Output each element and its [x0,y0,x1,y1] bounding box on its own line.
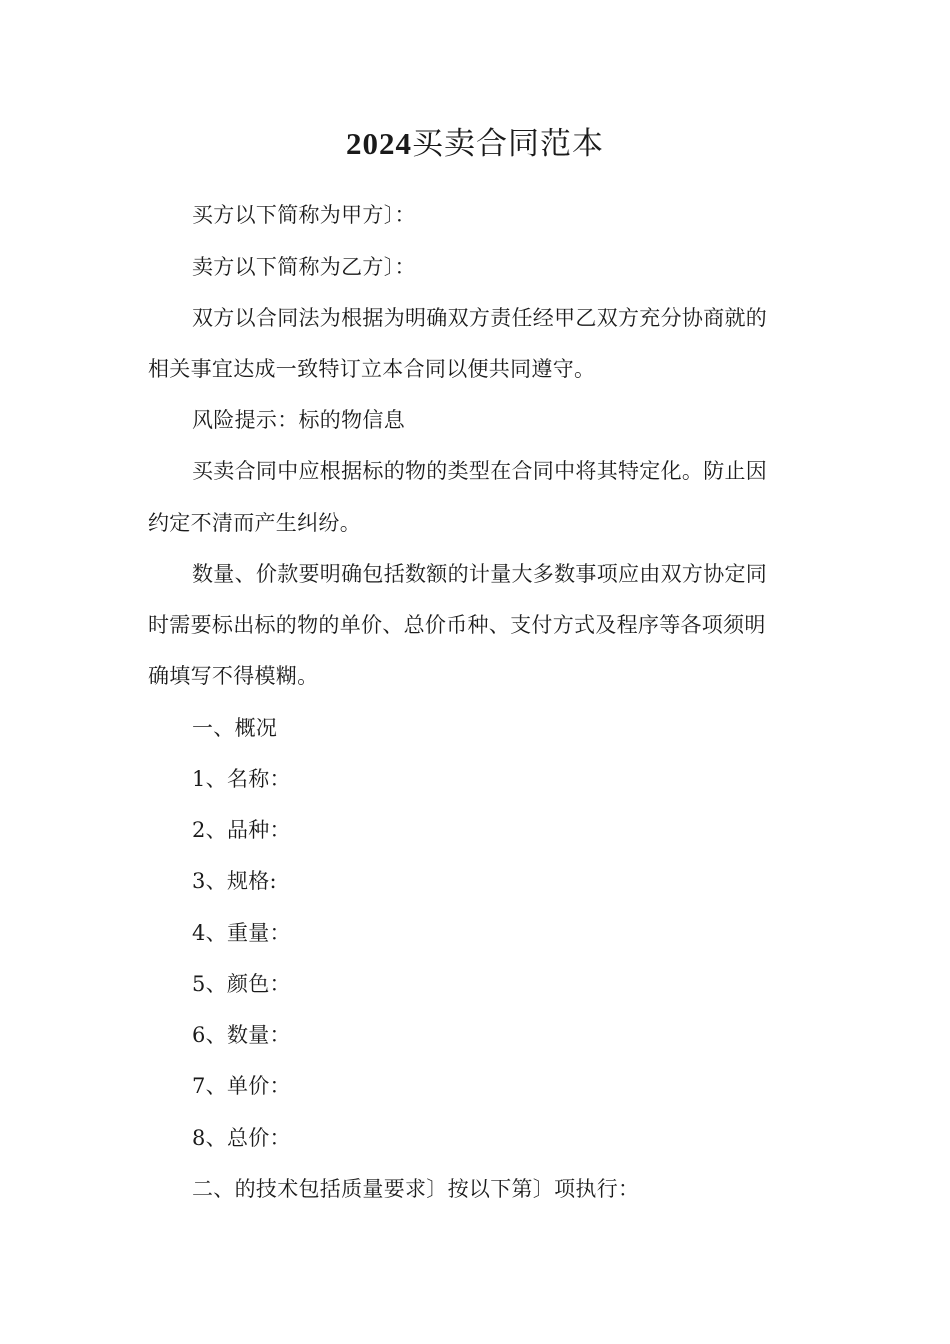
item-name: 1、名称： [192,767,291,791]
section-2-heading: 二、的技术包括质量要求〕按以下第〕项执行： [192,1177,640,1201]
section-1-heading: 一、概况 [192,716,278,740]
title-text: 买卖合同范本 [412,126,604,162]
seller-line: 卖方以下简称为乙方〕： [192,255,416,279]
risk-para-2-line-1: 数量、价款要明确包括数额的计量大多数事项应由双方协定同 [192,562,768,586]
document-title [0,122,950,166]
item-variety: 2、品种： [192,818,291,842]
risk-para-2-line-3: 确填写不得模糊。 [148,664,319,688]
risk-para-2-line-2: 时需要标出标的物的单价、总价币种、支付方式及程序等各项须明 [148,613,766,637]
item-spec: 3、规格: [192,869,277,893]
preamble-line-2: 相关事宜达成一致特订立本合同以便共同遵守。 [148,357,596,381]
item-quantity: 6、数量： [192,1023,291,1047]
item-weight: 4、重量： [192,921,291,945]
item-unit-price: 7、单价： [192,1074,291,1098]
risk-para-1-line-1: 买卖合同中应根据标的物的类型在合同中将其特定化。防止因 [192,459,768,483]
title-year: 2024 [346,126,412,161]
item-total-price: 8、总价： [192,1126,291,1150]
preamble-line-1: 双方以合同法为根据为明确双方责任经甲乙双方充分协商就的 [192,306,768,330]
item-color: 5、颜色： [192,972,291,996]
buyer-line: 买方以下简称为甲方〕： [192,203,416,227]
risk-para-1-line-2: 约定不清而产生纠纷。 [148,511,361,535]
risk-notice-heading: 风险提示：标的物信息 [192,408,405,432]
